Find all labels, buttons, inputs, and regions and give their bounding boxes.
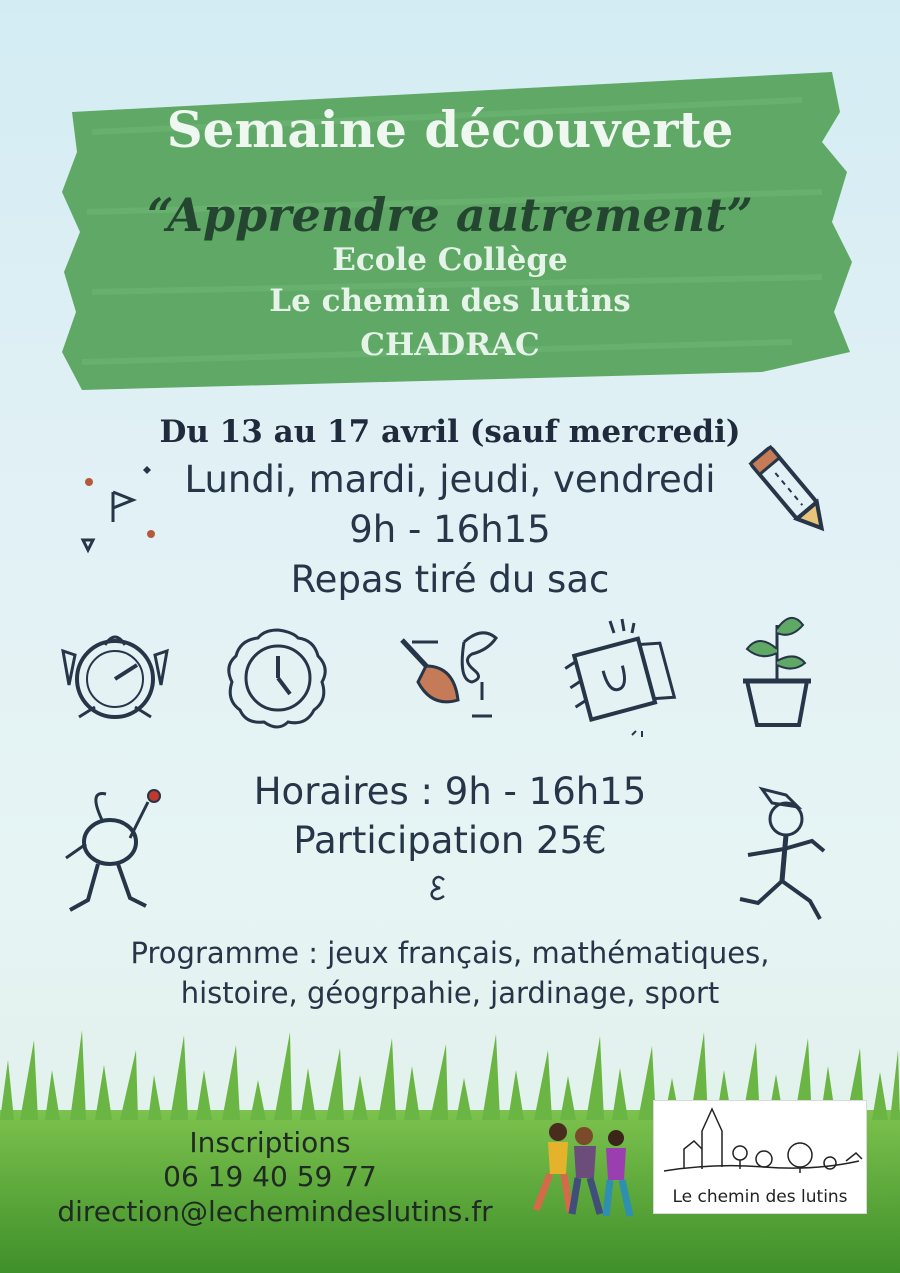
flag-icon xyxy=(75,460,165,560)
meal-line: Repas tiré du sac xyxy=(290,558,610,601)
village-icon xyxy=(654,1101,866,1181)
contact-heading: Inscriptions xyxy=(189,1126,351,1159)
school-logo xyxy=(653,1100,867,1214)
program-line-1: Programme : jeux français, mathématiques, xyxy=(130,936,770,970)
children-illustration xyxy=(518,1118,648,1223)
program-line-2: histoire, géogrpahie, jardinage, sport xyxy=(180,976,720,1010)
trowel-icon xyxy=(392,620,507,730)
page-title: Semaine découverte xyxy=(166,100,734,159)
contact-phone[interactable]: 06 19 40 59 77 xyxy=(163,1160,377,1193)
hours-info: Horaires : 9h - 16h15 xyxy=(253,770,647,813)
contact-email[interactable]: direction@lechemindeslutins.fr xyxy=(57,1195,493,1228)
notebook-icon xyxy=(552,615,687,745)
days-line: Lundi, mardi, jeudi, vendredi xyxy=(184,458,716,501)
town-name: CHADRAC xyxy=(360,327,540,363)
dates-line: Du 13 au 17 avril (sauf mercredi) xyxy=(159,414,741,450)
plant-pot-icon xyxy=(735,605,820,730)
logo-text: Le chemin des lutins xyxy=(672,1187,848,1207)
pencil-icon xyxy=(738,440,843,545)
clock-icon xyxy=(218,618,338,738)
school-name: Le chemin des lutins xyxy=(269,283,631,319)
ampersand-icon xyxy=(428,874,450,902)
running-elf-icon xyxy=(728,785,840,925)
subtitle: “Apprendre autrement” xyxy=(147,188,753,242)
alarm-clock-icon xyxy=(55,625,180,730)
running-child-icon xyxy=(58,780,170,925)
school-type: Ecole Collège xyxy=(332,242,568,278)
hours-line: 9h - 16h15 xyxy=(349,508,551,551)
price-info: Participation 25€ xyxy=(293,819,607,862)
